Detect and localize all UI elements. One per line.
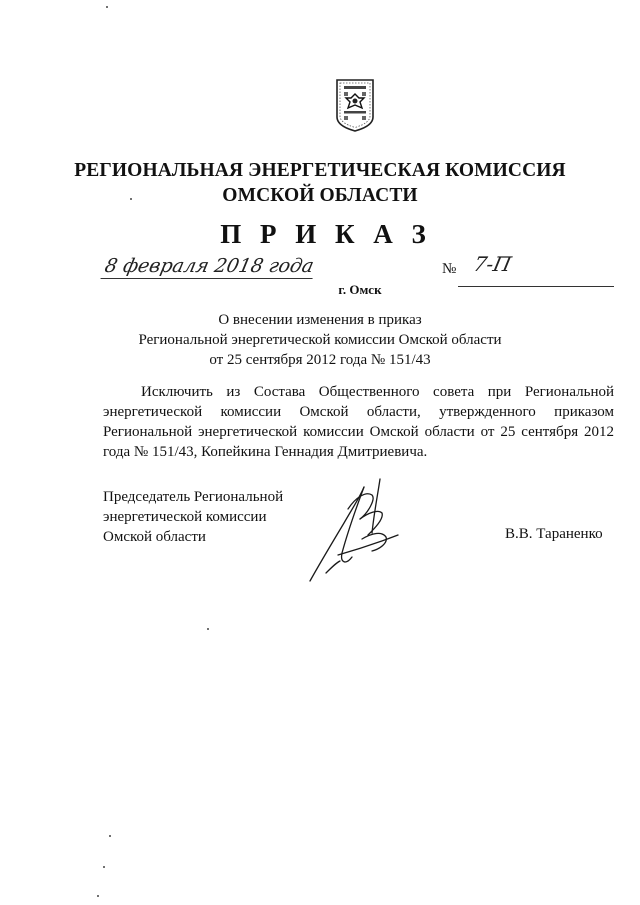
signer-title-line3: Омской области: [103, 529, 206, 545]
handwritten-signature-icon: [302, 473, 422, 585]
order-body-paragraph: [103, 382, 614, 462]
handwritten-date: 8 февраля 2018 года: [100, 255, 317, 279]
body-line: года № 151/43, Копейкина Геннадия Дмитриевича.: [103, 444, 428, 460]
number-label: №: [442, 261, 457, 277]
scan-speck: [97, 895, 99, 897]
signer-name: В.В. Тараненко: [505, 526, 603, 542]
scan-speck: [130, 198, 132, 200]
signer-title-line2: энергетической комиссии: [103, 509, 267, 525]
body-line: Региональной энергетической комиссии Омской области от 25 сентября 2012: [103, 424, 614, 440]
scan-speck: [207, 628, 209, 630]
subject-line2: Региональной энергетической комиссии Омской области: [138, 332, 502, 348]
signer-title: [103, 487, 283, 547]
document-type-title: П Р И К А З: [220, 219, 432, 249]
signer-title-line1: Председатель Региональной: [103, 489, 284, 505]
subject-line1: О внесении изменения в приказ: [218, 312, 422, 328]
body-line: Исключить из Состава Общественного совета при Региональной: [141, 384, 614, 400]
scan-speck: [106, 6, 108, 8]
city-label: г. Омск: [338, 282, 382, 297]
organization-name-line2: ОМСКОЙ ОБЛАСТИ: [222, 185, 418, 206]
scan-speck: [103, 866, 105, 868]
subject-line3: от 25 сентября 2012 года № 151/43: [209, 352, 431, 368]
coat-of-arms-icon: [334, 77, 376, 133]
organization-name-line1: РЕГИОНАЛЬНАЯ ЭНЕРГЕТИЧЕСКАЯ КОМИССИЯ: [74, 160, 566, 181]
body-line: энергетической комиссии Омской области, утвержденного приказом: [103, 404, 614, 420]
handwritten-number: 7-П: [471, 252, 514, 276]
scan-speck: [109, 835, 111, 837]
